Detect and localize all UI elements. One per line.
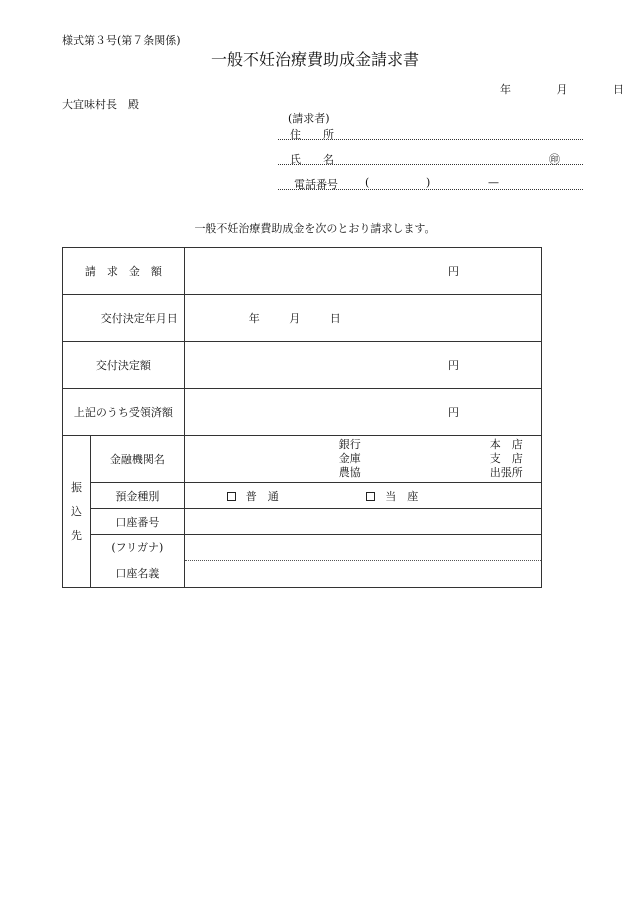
yen-unit: 円 bbox=[448, 406, 459, 419]
decision-date-label: 交付決定年月日 bbox=[63, 295, 185, 342]
branch-type-head: 本 店 bbox=[489, 438, 523, 451]
statement: 一般不妊治療費助成金を次のとおり請求します。 bbox=[194, 222, 436, 235]
account-holder-labels bbox=[90, 535, 184, 588]
checkbox-icon[interactable] bbox=[227, 492, 236, 501]
checkbox-icon[interactable] bbox=[366, 492, 375, 501]
transfer-char-1: 振 bbox=[70, 480, 82, 494]
phone-label: 電話番号 bbox=[294, 178, 338, 191]
claim-table bbox=[62, 247, 542, 588]
address-field[interactable] bbox=[278, 139, 583, 140]
bank-type-agri: 農協 bbox=[338, 466, 361, 479]
account-number-field[interactable] bbox=[184, 509, 541, 535]
account-number-label: 口座番号 bbox=[90, 509, 184, 535]
received-amount-field[interactable] bbox=[184, 389, 541, 436]
branch-type-office: 出張所 bbox=[489, 466, 523, 479]
bank-type-credit: 金庫 bbox=[338, 452, 361, 465]
bank-name-label: 金融機関名 bbox=[90, 436, 184, 483]
deposit-ordinary-label: 普 通 bbox=[245, 489, 279, 503]
transfer-char-2: 込 bbox=[70, 504, 82, 518]
yen-unit: 円 bbox=[448, 359, 459, 372]
date-day: 日 bbox=[613, 83, 624, 96]
decision-year: 年 bbox=[248, 312, 260, 325]
addressee: 大宜味村長 殿 bbox=[62, 98, 139, 111]
decision-amount-field[interactable] bbox=[184, 342, 541, 389]
phone-field[interactable] bbox=[278, 189, 583, 190]
bank-type-list bbox=[339, 438, 361, 480]
account-holder-label: 口座名義 bbox=[115, 567, 160, 580]
claim-amount-field[interactable] bbox=[184, 248, 541, 295]
transfer-destination-label bbox=[63, 436, 91, 588]
received-amount-label: 上記のうち受領済額 bbox=[63, 389, 185, 436]
date-year: 年 bbox=[500, 83, 511, 96]
claimant-label: (請求者) bbox=[288, 112, 330, 125]
bank-name-field[interactable] bbox=[184, 436, 541, 483]
bank-type-bank: 銀行 bbox=[338, 438, 361, 451]
phone-open-paren: ( bbox=[365, 176, 370, 189]
deposit-current-label: 当 座 bbox=[385, 489, 419, 503]
deposit-type-field bbox=[184, 483, 541, 509]
name-label: 氏 名 bbox=[290, 153, 334, 166]
deposit-current-option[interactable] bbox=[366, 490, 418, 503]
account-holder-name-field[interactable] bbox=[185, 561, 541, 587]
account-holder-field[interactable] bbox=[184, 535, 541, 588]
deposit-ordinary-option[interactable] bbox=[227, 490, 279, 503]
name-field[interactable] bbox=[278, 164, 583, 165]
phone-close-paren: ) bbox=[426, 176, 431, 189]
transfer-char-3: 先 bbox=[70, 528, 82, 542]
form-number: 様式第３号(第７条関係) bbox=[62, 34, 181, 47]
decision-amount-label: 交付決定額 bbox=[63, 342, 185, 389]
claim-amount-label: 請 求 金 額 bbox=[63, 248, 185, 295]
deposit-type-label: 預金種別 bbox=[90, 483, 184, 509]
seal-mark: ㊞ bbox=[549, 153, 560, 166]
branch-type-branch: 支 店 bbox=[489, 452, 523, 465]
furigana-label: (フリガナ) bbox=[111, 541, 164, 554]
branch-type-list bbox=[490, 438, 523, 480]
phone-dash: — bbox=[488, 176, 499, 189]
yen-unit: 円 bbox=[448, 265, 459, 278]
decision-month: 月 bbox=[289, 312, 301, 325]
address-label: 住 所 bbox=[290, 128, 334, 141]
decision-date-field[interactable] bbox=[184, 295, 541, 342]
decision-day: 日 bbox=[329, 312, 341, 325]
date-month: 月 bbox=[556, 83, 568, 96]
date-line bbox=[500, 81, 630, 97]
page-title: 一般不妊治療費助成金請求書 bbox=[210, 50, 419, 69]
furigana-field[interactable] bbox=[185, 536, 541, 561]
